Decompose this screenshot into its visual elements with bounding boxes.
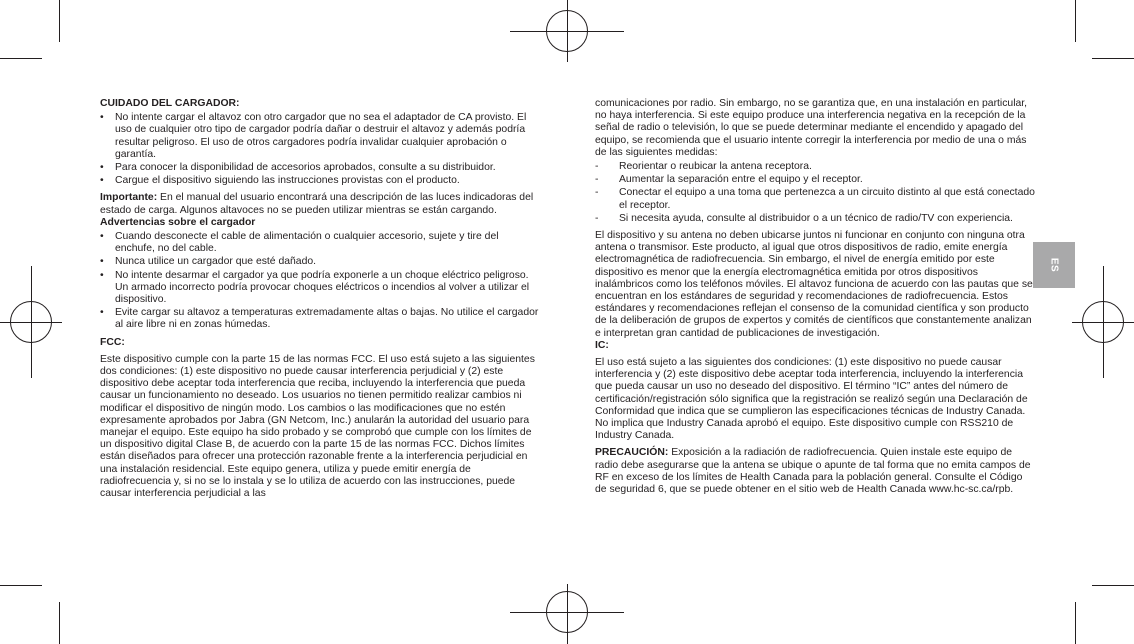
registration-mark bbox=[567, 584, 568, 644]
charger-warnings-list bbox=[100, 231, 540, 332]
ic-heading: IC: bbox=[595, 339, 609, 351]
list-item: • No intente cargar el altavoz con otro cargador que no sea el adaptador de CA provisto. El uso de cualquier otro tipo de cargador podría dañar o destruir el altavoz y además podría resultar peligroso. El uso de otros cargadores podría invalidar cualquier aprobación o garantía. bbox=[100, 112, 527, 160]
list-item: • Cuando desconecte el cable de alimentación o cualquier accesorio, sujete y tire del enchufe, no del cable. bbox=[100, 231, 499, 255]
measures-list bbox=[595, 161, 1035, 225]
crop-mark bbox=[59, 602, 60, 644]
right-column bbox=[595, 98, 1035, 496]
list-item: • Evite cargar su altavoz a temperaturas extremadamente altas o bajas. No utilice el cargador al aire libre ni en zonas húmedas. bbox=[100, 307, 539, 331]
important-label: Importante: bbox=[100, 192, 158, 204]
caution-label: PRECAUCIÓN: bbox=[595, 447, 669, 459]
language-tab bbox=[1033, 242, 1075, 288]
list-item: - Aumentar la separación entre el equipo y el receptor. bbox=[595, 174, 863, 186]
crop-mark bbox=[0, 585, 42, 586]
ic-text: El uso está sujeto a las siguientes dos condiciones: (1) este dispositivo no puede causar interferencia y (2) este dispositivo debe aceptar toda interferencia, incluyendo la interferencia que pueda causar un uso no deseado del dispositivo. El término “IC” antes del número de certificación/registración sólo significa que la registración se realizó según una Declaración de Conformidad que indica que se cumplieron las especificaciones técnicas de Industry Canada. No implica que Industry Canada aprobó el equipo. Este dispositivo cumple con RSS210 de Industry Canada. bbox=[595, 357, 1028, 442]
list-item: - Si necesita ayuda, consulte al distribuidor o a un técnico de radio/TV con experiencia. bbox=[595, 212, 1013, 224]
caution-note: PRECAUCIÓN: Exposición a la radiación de radiofrecuencia. Quien instale este equipo de radio debe asegurarse que la antena se ubique o apunte de tal forma que no emita campos de RF en exceso de los límites de Health Canada para la población general. Consulte el Código de seguridad 6, que se puede obtener en el sitio web de Health Canada www.hc-sc.ca/rpb. bbox=[595, 447, 1031, 496]
fcc-section bbox=[100, 337, 540, 501]
fcc-continued-text: comunicaciones por radio. Sin embargo, no se garantiza que, en una instalación en particular, no haya interferencia. Si este equipo produce una interferencia negativa en la recepción de la señal de radio o televisión, lo que se puede determinar mediante el encendido y apagado del equipo, se recomienda que el usuario intente corregir la interferencia por medio de una o más de las siguientes medidas: bbox=[595, 98, 1028, 158]
list-item: • Nunca utilice un cargador que esté dañado. bbox=[100, 256, 317, 268]
charger-warnings-heading: Advertencias sobre el cargador bbox=[100, 216, 256, 228]
list-item: - Reorientar o reubicar la antena receptora. bbox=[595, 161, 812, 173]
important-note: Importante: En el manual del usuario encontrará una descripción de las luces indicadoras del estado de carga. Algunos altavoces no se pueden utilizar mientras se están cargando. bbox=[100, 192, 534, 216]
registration-mark bbox=[567, 0, 568, 62]
fcc-heading: FCC: bbox=[100, 336, 125, 348]
list-item: • No intente desarmar el cargador ya que podría exponerle a un choque eléctrico peligroso. Un armado incorrecto podría provocar choques eléctricos o incendios al volver a utilizar el dispositivo. bbox=[100, 269, 530, 306]
charger-warnings-section bbox=[100, 217, 540, 332]
crop-mark bbox=[1075, 602, 1076, 644]
charger-care-section bbox=[100, 98, 540, 187]
list-item: • Cargue el dispositivo siguiendo las instrucciones provistas con el producto. bbox=[100, 175, 460, 187]
charger-care-heading: CUIDADO DEL CARGADOR: bbox=[100, 98, 240, 109]
crop-mark bbox=[59, 0, 60, 42]
charger-care-list bbox=[100, 112, 540, 187]
ic-section bbox=[595, 340, 1035, 443]
crop-mark bbox=[1092, 585, 1134, 586]
fcc-text: Este dispositivo cumple con la parte 15 de las normas FCC. El uso está sujeto a las siguientes dos condiciones: (1) este dispositivo no puede causar interferencia perjudicial y (2) este dispositivo debe aceptar toda interferencia que reciba, incluyendo la interferencia que pueda causar un funcionamiento no deseado. Los usuarios no tienen permitido realizar cambios ni modificar el dispositivo de ningún modo. Los cambios o las modificaciones que no estén expresamente aprobados por Jabra (GN Netcom, Inc.) anularán la autoridad del usuario para manejar el equipo. Este equipo ha sido probado y se comprobó que cumple con los límites de un dispositivo digital Clase B, de acuerdo con la parte 15 de las normas FCC. Dichos límites están diseñados para ofrecer una protección razonable frente a la interferencia perjudicial en una instalación residencial. Este equipo genera, utiliza y puede emitir energía de radiofrecuencia y, si no se lo instala y se lo utiliza de acuerdo con las instrucciones, puede causar interferencia perjudicial a las bbox=[100, 353, 535, 500]
crop-mark bbox=[1092, 58, 1134, 59]
registration-mark bbox=[1103, 266, 1104, 378]
list-item: • Para conocer la disponibilidad de accesorios aprobados, consulte a su distribuidor. bbox=[100, 162, 496, 174]
list-item: - Conectar el equipo a una toma que pertenezca a un circuito distinto al que está conectado el receptor. bbox=[595, 187, 1035, 211]
registration-mark bbox=[31, 266, 32, 378]
crop-mark bbox=[1075, 0, 1076, 42]
left-column bbox=[100, 98, 540, 500]
language-tab-label: ES bbox=[1048, 257, 1060, 273]
crop-mark bbox=[0, 58, 42, 59]
rf-text: El dispositivo y su antena no deben ubicarse juntos ni funcionar en conjunto con ninguna otra antena o transmisor. Este producto, al igual que otros dispositivos de radio, emite energía electromagnética de radiofrecuencia. Sin embargo, el nivel de energía emitido por este dispositivo es menor que la energía electromagnética emitida por otros dispositivos inalámbricos como los teléfonos móviles. El altavoz funciona de acuerdo con las pautas que se encuentran en los estándares de seguridad y recomendaciones de radiofrecuencia. Estos estándares y recomendaciones reflejan el consenso de la comunidad científica y son producto de la deliberación de grupos de expertos y comités de científicos que constantemente analizan e interpretan gran cantidad de publicaciones de investigación. bbox=[595, 230, 1033, 339]
